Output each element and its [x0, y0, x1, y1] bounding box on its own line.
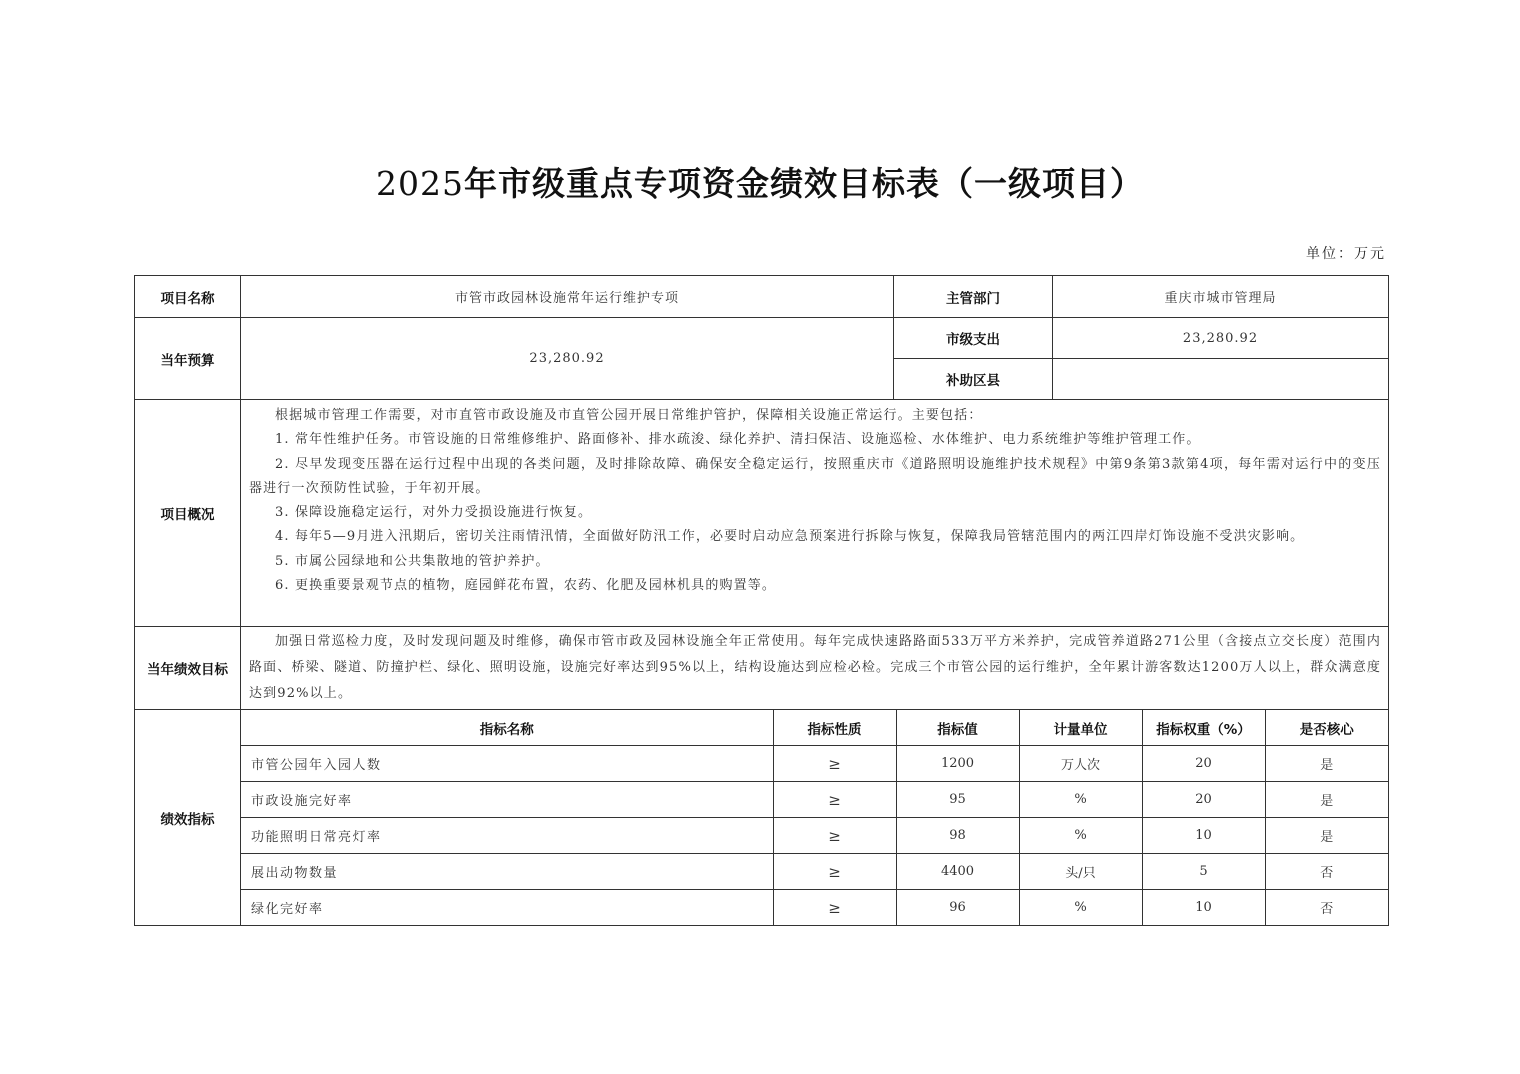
- goal-label: 当年绩效目标: [135, 627, 241, 710]
- dept-label: 主管部门: [894, 276, 1053, 318]
- indicator-core: 是: [1265, 818, 1388, 854]
- page-title: [0, 158, 1520, 205]
- header-indicator-name: 指标名称: [241, 710, 773, 746]
- overview-text: [241, 400, 1389, 627]
- indicator-unit: 万人次: [1019, 746, 1142, 782]
- unit-label: 单位：万元: [1306, 246, 1386, 262]
- overview-paragraph: 根据城市管理工作需要，对市直管市政设施及市直管公园开展日常维护管护，保障相关设施正常运行。主要包括：: [275, 408, 983, 423]
- overview-paragraph: 1. 常年性维护任务。市管设施的日常维修维护、路面修补、排水疏浚、绿化养护、清扫保洁、设施巡检、水体维护、电力系统维护等维护管理工作。: [275, 432, 1201, 448]
- goal-text: [241, 627, 1389, 710]
- indicator-value: 95: [896, 782, 1019, 818]
- performance-table: [134, 275, 1389, 926]
- table-row: [241, 854, 1388, 890]
- overview-paragraph: 2. 尽早发现变压器在运行过程中出现的各类问题，及时排除故障、确保安全稳定运行，按照重庆市《道路照明设施维护技术规程》中第9条第3款第4项，每年需对运行中的变压器进行一次预防性试验，于年初开展。: [249, 456, 1382, 496]
- indicator-weight: 5: [1142, 854, 1265, 890]
- header-indicator-weight: 指标权重（%）: [1142, 710, 1265, 746]
- indicator-nature: ≥: [773, 818, 896, 854]
- indicator-nature: ≥: [773, 890, 896, 926]
- city-spend-value: 23,280.92: [1053, 318, 1389, 359]
- goal-paragraph: 加强日常巡检力度，及时发现问题及时维修，确保市管市政及园林设施全年正常使用。每年完成快速路路面533万平方米养护，完成管养道路271公里（含接点立交长度）范围内路面、桥梁、隧道、防撞护栏、绿化、照明设施，设施完好率达到95%以上，结构设施达到应检必检。完成三个市管公园的运行维护，全年累计游客数达1200万人以上，群众满意度达到92%以上。: [249, 634, 1382, 701]
- overview-label: 项目概况: [135, 400, 241, 627]
- indicator-name: 功能照明日常亮灯率: [241, 818, 773, 854]
- dept-value: 重庆市城市管理局: [1053, 276, 1389, 318]
- indicators-table: [241, 710, 1388, 925]
- indicator-name: 市政设施完好率: [241, 782, 773, 818]
- table-row: [241, 782, 1388, 818]
- indicator-unit: 头/只: [1019, 854, 1142, 890]
- indicator-core: 否: [1265, 854, 1388, 890]
- overview-paragraph: 5. 市属公园绿地和公共集散地的管护养护。: [275, 553, 550, 569]
- indicator-weight: 20: [1142, 782, 1265, 818]
- header-indicator-nature: 指标性质: [773, 710, 896, 746]
- indicators-label: 绩效指标: [135, 710, 241, 926]
- header-indicator-core: 是否核心: [1265, 710, 1388, 746]
- overview-paragraph: 6. 更换重要景观节点的植物，庭园鲜花布置，农药、化肥及园林机具的购置等。: [275, 578, 777, 594]
- city-spend-label: 市级支出: [894, 318, 1053, 359]
- indicator-value: 98: [896, 818, 1019, 854]
- indicator-name: 绿化完好率: [241, 890, 773, 926]
- table-row: [241, 746, 1388, 782]
- indicators-header-row: [241, 710, 1388, 746]
- title-year: 2025: [376, 164, 464, 203]
- header-indicator-unit: 计量单位: [1019, 710, 1142, 746]
- indicator-nature: ≥: [773, 746, 896, 782]
- indicator-name: 展出动物数量: [241, 854, 773, 890]
- indicator-core: 否: [1265, 890, 1388, 926]
- indicator-value: 1200: [896, 746, 1019, 782]
- indicators-cell: [241, 710, 1389, 926]
- indicator-weight: 10: [1142, 890, 1265, 926]
- table-row: [241, 818, 1388, 854]
- title-text: 年市级重点专项资金绩效目标表（一级项目）: [463, 164, 1144, 203]
- indicator-weight: 10: [1142, 818, 1265, 854]
- table-row: [241, 890, 1388, 926]
- indicator-core: 是: [1265, 746, 1388, 782]
- indicator-core: 是: [1265, 782, 1388, 818]
- subsidy-label: 补助区县: [894, 359, 1053, 400]
- budget-value: 23,280.92: [241, 318, 894, 400]
- overview-paragraph: 4. 每年5—9月进入汛期后，密切关注雨情汛情，全面做好防汛工作，必要时启动应急预案进行拆除与恢复，保障我局管辖范围内的两江四岸灯饰设施不受洪灾影响。: [275, 529, 1305, 545]
- indicator-value: 4400: [896, 854, 1019, 890]
- project-name-label: 项目名称: [135, 276, 241, 318]
- overview-paragraph: 3. 保障设施稳定运行，对外力受损设施进行恢复。: [275, 505, 593, 521]
- indicator-nature: ≥: [773, 782, 896, 818]
- indicator-unit: %: [1019, 782, 1142, 818]
- header-indicator-value: 指标值: [896, 710, 1019, 746]
- indicator-name: 市管公园年入园人数: [241, 746, 773, 782]
- indicator-value: 96: [896, 890, 1019, 926]
- indicator-nature: ≥: [773, 854, 896, 890]
- indicator-unit: %: [1019, 890, 1142, 926]
- indicator-unit: %: [1019, 818, 1142, 854]
- indicator-weight: 20: [1142, 746, 1265, 782]
- budget-label: 当年预算: [135, 318, 241, 400]
- subsidy-value: [1053, 359, 1389, 400]
- project-name-value: 市管市政园林设施常年运行维护专项: [241, 276, 894, 318]
